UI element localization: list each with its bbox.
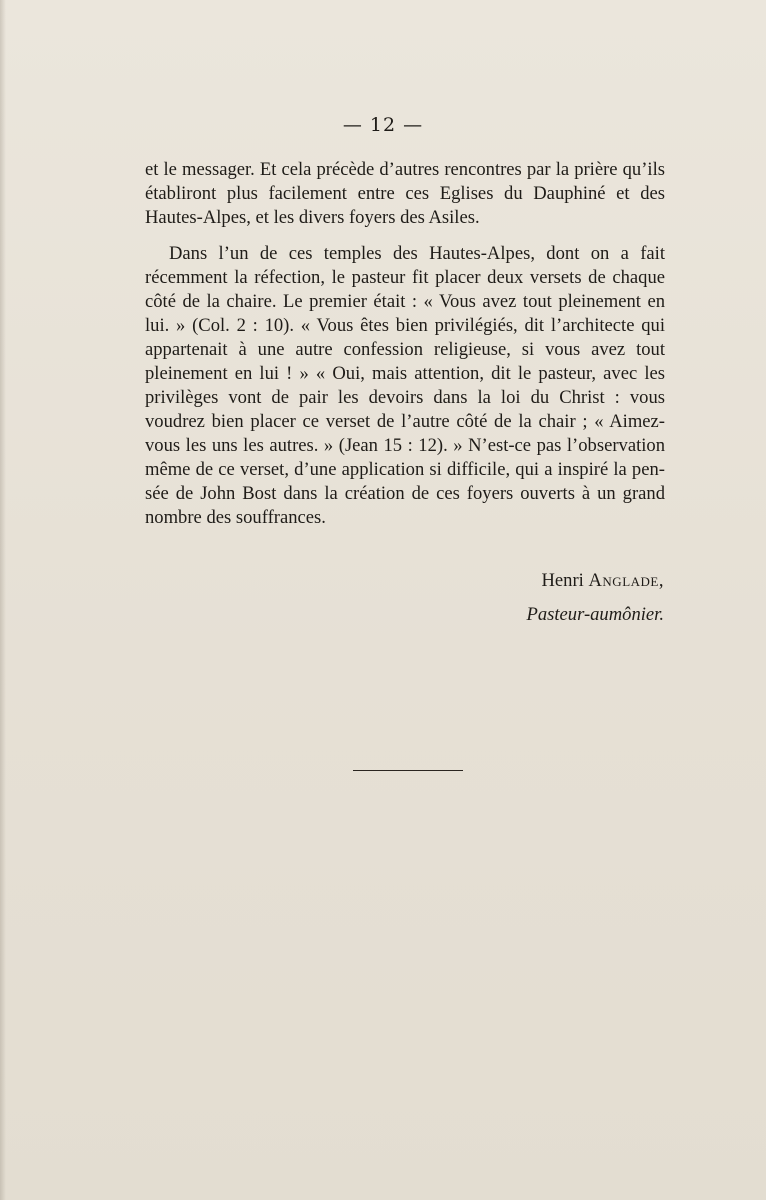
page-number: — 12 —: [342, 114, 424, 136]
body-text: [145, 158, 665, 530]
signature-title: Pasteur-aumônier.: [526, 604, 664, 625]
paragraph-2: Dans l’un de ces temples des Hautes-Alpes, dont on a fait récemment la réfection, le pasteur fit placer deux versets de chaque côté de la chaire. Le premier était : « Vous avez tout pleinement en lui. » (Col. 2 : 10). « Vous êtes bien privilégiés, dit l’architecte qui appartenait à une autre confession religieuse, si vous avez tout pleinement en lui ! » « Oui, mais attention, dit le pasteur, avec les privilèges vont de pair les devoirs dans la loi du Christ : vous voudrez bien placer ce verset de l’autre côté de la chair ; « Aimez-vous les uns les autres. » (Jean 15 : 12). » N’est-ce pas l’observation même de ce verset, d’une application si difficile, qui a inspiré la pensée de John Bost dans la création de ces foyers ouverts à un grand nombre des souffrances.: [145, 243, 665, 528]
signature-last-name: Anglade,: [588, 570, 664, 591]
signature-name: [541, 570, 664, 592]
paragraph-1: et le messager. Et cela précède d’autres rencontres par la prière qu’ils établiront plus facilement entre ces Eglises du Dauphiné et des Hautes-Alpes, et les divers foyers des Asiles.: [145, 159, 665, 228]
end-rule-divider: [353, 770, 463, 771]
signature-first-name: Henri: [541, 570, 584, 591]
